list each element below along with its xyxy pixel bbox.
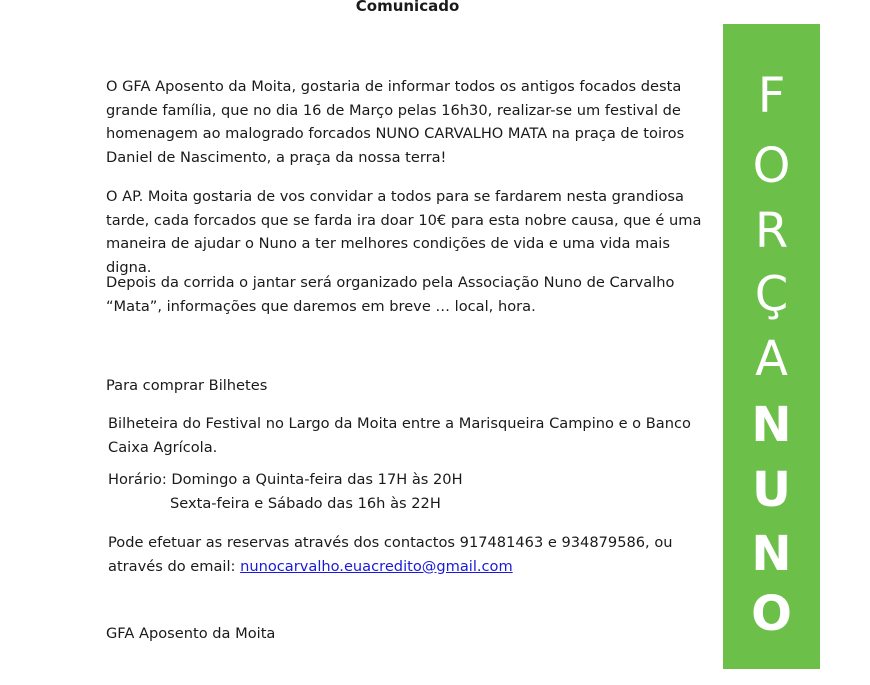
banner-letter: F (757, 68, 786, 124)
banner-letter: A (755, 331, 788, 387)
banner-letter: U (752, 462, 791, 518)
tickets-heading: Para comprar Bilhetes (106, 377, 268, 394)
forca-nuno-banner (723, 24, 820, 669)
contacts-text: Pode efetuar as reservas através dos contactos 917481463 e 934879586, ou através do email: (108, 534, 673, 575)
hours-weekend: Sexta-feira e Sábado das 16h às 22H (170, 494, 441, 512)
banner-letter: O (751, 586, 792, 642)
box-office-info: Bilheteira do Festival no Largo da Moita entre a Marisqueira Campino e o Banco Caixa Agrícola. (108, 415, 691, 456)
banner-letter: R (754, 203, 789, 259)
paragraph-announcement: O GFA Aposento da Moita, gostaria de informar todos os antigos focados desta grande família, que no dia 16 de Março pelas 16h30, realizar-se um festival de homenagem ao malogrado forcados NUNO CARVALHO MATA na praça de toiros Daniel de Nascimento, a praça da nossa terra! (106, 78, 685, 166)
banner-letter: N (751, 397, 792, 453)
banner-letter: Ç (754, 266, 789, 322)
banner-letter: O (752, 138, 791, 194)
opening-hours (108, 468, 708, 515)
banner-letter: N (751, 526, 792, 582)
email-link[interactable]: nunocarvalho.euacredito@gmail.com (240, 557, 513, 575)
contacts-info (108, 531, 708, 578)
paragraph-invitation: O AP. Moita gostaria de vos convidar a todos para se fardarem nesta grandiosa tarde, cada forcados que se farda ira doar 10€ para esta nobre causa, que é uma maneira de ajudar o Nuno a ter melhores condições de vida e uma vida mais digna. (106, 188, 702, 276)
hours-weekdays: Horário: Domingo a Quinta-feira das 17H às 20H (108, 471, 463, 488)
document-title: Comunicado (355, 0, 460, 15)
signature: GFA Aposento da Moita (106, 625, 276, 642)
paragraph-dinner: Depois da corrida o jantar será organizado pela Associação Nuno de Carvalho “Mata”, informações que daremos em breve … local, hora. (106, 274, 675, 315)
